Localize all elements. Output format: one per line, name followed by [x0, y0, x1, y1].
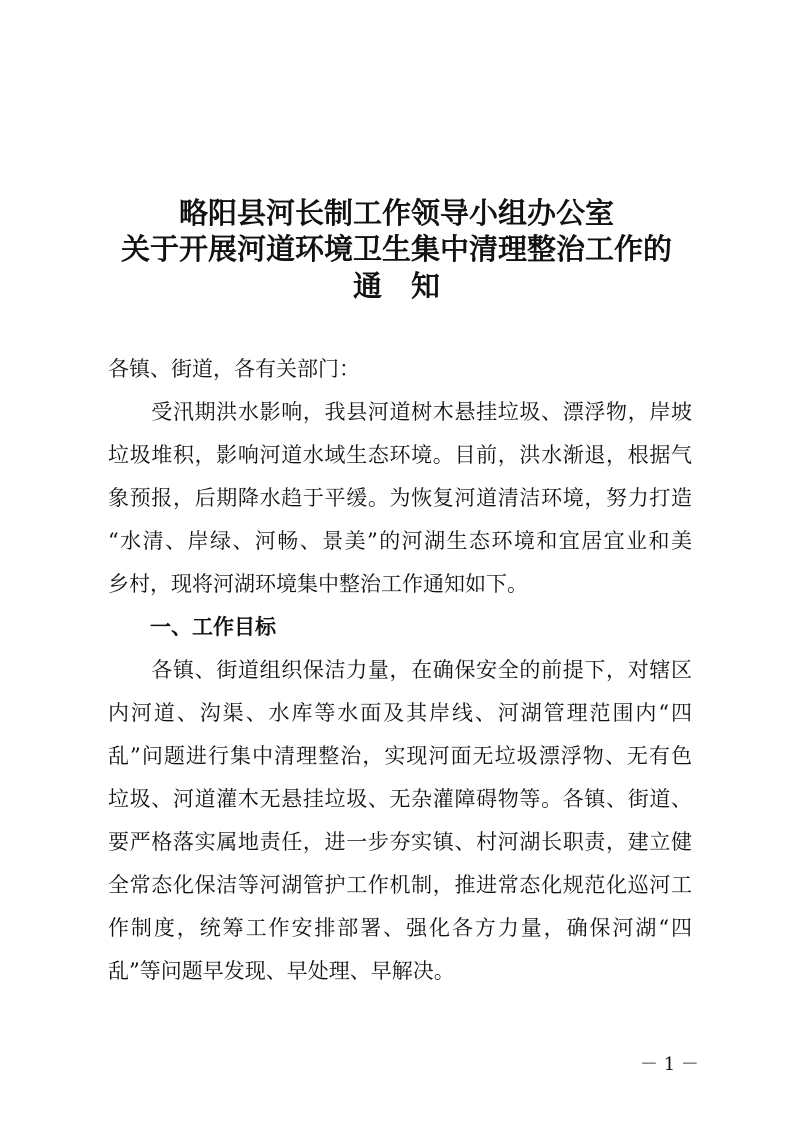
paragraph-line: 乡村，现将河湖环境集中整治工作通知如下。 — [108, 572, 528, 596]
paragraph-line: 作制度，统筹工作安排部署、强化各方力量，确保河湖“四 — [108, 916, 692, 940]
paragraph-line: 受汛期洪水影响，我县河道树木悬挂垃圾、漂浮物，岸坡 — [108, 400, 692, 424]
document-title-line-3: 通 知 — [352, 269, 440, 303]
paragraph-line: 全常态化保洁等河湖管护工作机制，推进常态化规范化巡河工 — [108, 873, 692, 897]
paragraph-line: 乱”等问题早发现、早处理、早解决。 — [108, 959, 455, 983]
paragraph-line: 垃圾堆积，影响河道水域生态环境。目前，洪水渐退，根据气 — [108, 443, 692, 467]
paragraph-line: 要严格落实属地责任，进一步夯实镇、村河湖长职责，建立健 — [108, 830, 692, 854]
page-number: － 1 － — [640, 1054, 699, 1075]
paragraph-line: “水清、岸绿、河畅、景美”的河湖生态环境和宜居宜业和美 — [108, 529, 692, 553]
section-heading: 一、工作目标 — [108, 614, 276, 639]
paragraph-line: 垃圾、河道灌木无悬挂垃圾、无杂灌障碍物等。各镇、街道、 — [108, 787, 692, 811]
salutation: 各镇、街道，各有关部门： — [108, 357, 360, 381]
paragraph-line: 内河道、沟渠、水库等水面及其岸线、河湖管理范围内“四 — [108, 701, 692, 725]
paragraph-line: 各镇、街道组织保洁力量，在确保安全的前提下，对辖区 — [108, 658, 692, 682]
paragraph-line: 乱”问题进行集中清理整治，实现河面无垃圾漂浮物、无有色 — [108, 744, 692, 768]
paragraph-line: 象预报，后期降水趋于平缓。为恢复河道清洁环境，努力打造 — [108, 486, 692, 510]
document-title-line-2: 关于开展河道环境卫生集中清理整治工作的 — [120, 232, 672, 266]
document-title-line-1: 略阳县河长制工作领导小组办公室 — [178, 196, 614, 230]
